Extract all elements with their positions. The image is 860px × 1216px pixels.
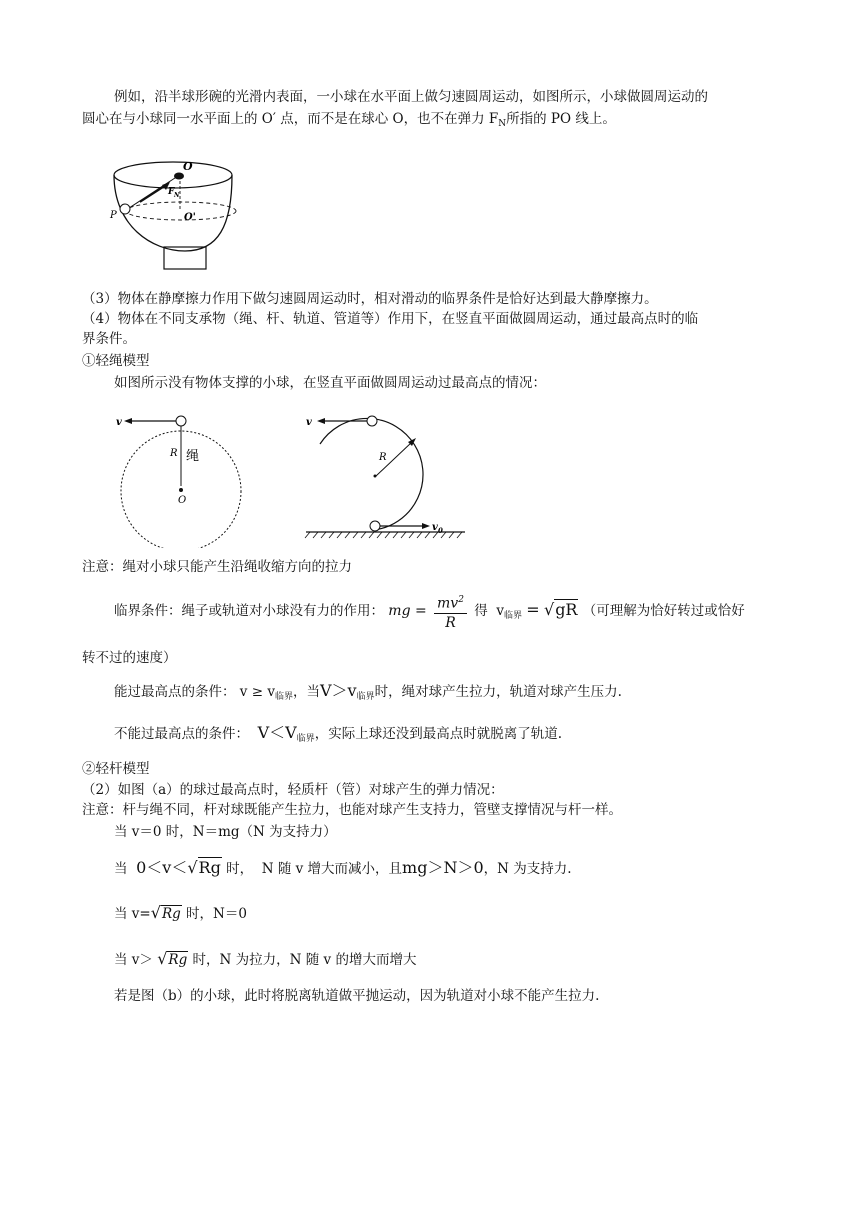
sqrt-expression: √gR xyxy=(543,600,578,619)
label-o: O xyxy=(183,160,193,173)
label-f: F xyxy=(168,187,175,197)
ball-bottom xyxy=(370,521,380,531)
text-span: v ≥ v xyxy=(239,684,275,700)
text-span: ，实际上球还没到最高点时就脱离了轨道. xyxy=(314,726,563,742)
note-rope: 注意：绳对小球只能产生沿绳收缩方向的拉力 xyxy=(82,559,352,575)
bowl-rim xyxy=(114,162,232,188)
text-span: mg＞N＞0 xyxy=(402,858,484,877)
text-span: 能过最高点的条件： xyxy=(114,684,236,700)
text-span: 时，N＝0 xyxy=(186,906,247,922)
text-span: ，当 xyxy=(292,684,320,700)
label-r: R xyxy=(379,452,387,463)
item-2: （2）如图（a）的球过最高点时，轻质杆（管）对球产生的弹力情况： xyxy=(82,782,504,798)
text-span: N 随 v 增大而减小，且 xyxy=(261,861,403,877)
text-span: V＞v xyxy=(319,681,357,700)
item-3: （3）物体在静摩擦力作用下做匀速圆周运动时，相对滑动的临界条件是恰好达到最大静摩擦力。 xyxy=(82,291,658,307)
label-v0: v xyxy=(432,522,438,533)
label-o-prime: O' xyxy=(184,212,196,223)
superscript: 2 xyxy=(458,595,464,606)
radicand: Rg xyxy=(161,906,181,922)
sqrt-expression: √Rg xyxy=(187,858,221,877)
center-point xyxy=(174,173,184,180)
subscript: N xyxy=(498,119,507,129)
label-r: R xyxy=(170,448,178,459)
center-dot xyxy=(374,475,377,478)
track-arc xyxy=(320,418,423,530)
arrow-head xyxy=(422,523,430,529)
case-3 xyxy=(114,903,247,924)
sqrt-expression: √Rg xyxy=(157,949,188,968)
center-dot xyxy=(179,488,183,492)
note-rod: 注意：杆与绳不同，杆对球既能产生拉力，也能对球产生支持力，管壁支撑情况与杆一样。 xyxy=(82,802,622,818)
radicand: Rg xyxy=(168,952,188,968)
text-span: 得 xyxy=(474,603,488,619)
critical-condition-tail: 转不过的速度） xyxy=(82,650,177,666)
text-span: V＜V xyxy=(257,723,297,742)
fraction xyxy=(434,591,467,632)
label-p: P xyxy=(110,210,117,221)
text-span: 当 xyxy=(114,861,128,877)
model2-heading: ②轻杆模型 xyxy=(82,761,150,777)
ball xyxy=(120,204,130,214)
radicand: Rg xyxy=(198,858,221,877)
bowl-figure xyxy=(108,148,238,272)
paragraph-line: 例如，沿半球形碗的光滑内表面，一小球在水平面上做匀速圆周运动，如图所示，小球做圆周运动的 xyxy=(114,89,708,105)
label-v: v xyxy=(116,417,122,428)
item-4-line: （4）物体在不同支承物（绳、杆、轨道、管道等）作用下，在竖直平面做圆周运动，通过最高点时的临 xyxy=(82,311,699,327)
sqrt-expression: √Rg xyxy=(150,903,181,922)
text-span: 时， xyxy=(226,861,254,877)
radicand: gR xyxy=(555,600,578,619)
text-span: 时，N 为拉力，N 随 v 的增大而增大 xyxy=(192,952,417,968)
paragraph-line xyxy=(82,109,616,134)
item-4-line: 界条件。 xyxy=(82,331,136,347)
case-2 xyxy=(114,858,572,879)
case-4 xyxy=(114,949,416,970)
track-figure xyxy=(300,408,475,548)
can-pass-line xyxy=(114,681,622,707)
text-span: ，N 为支持力. xyxy=(483,861,572,877)
label-v0-sub: 0 xyxy=(438,526,443,535)
arrow-head xyxy=(124,418,132,424)
critical-condition-line xyxy=(114,590,745,630)
subscript: 临界 xyxy=(356,692,375,702)
text-span: 不能过最高点的条件： xyxy=(114,726,249,742)
label-rope: 绳 xyxy=(186,449,200,464)
subscript: 临界 xyxy=(274,692,293,702)
text-span: （可理解为恰好转过或恰好 xyxy=(582,603,745,619)
label-o: O xyxy=(178,495,187,506)
denominator: R xyxy=(445,614,456,631)
text-span: 所指的 PO 线上。 xyxy=(506,111,616,127)
subscript: 临界 xyxy=(296,734,315,744)
model1-heading: ①轻绳模型 xyxy=(82,353,150,369)
label-fn-sub: N xyxy=(174,192,180,199)
text-span: = xyxy=(526,600,540,619)
math-mg: mg = xyxy=(388,603,427,619)
label-v: v xyxy=(306,417,312,428)
ball xyxy=(176,416,186,426)
text-span: 0＜v＜ xyxy=(136,858,188,877)
numerator xyxy=(434,591,467,614)
cannot-pass-line xyxy=(114,723,562,749)
ball-top xyxy=(367,416,377,426)
orbit-plane xyxy=(126,202,236,220)
case-1: 当 v＝0 时，N＝mg（N 为支持力） xyxy=(114,824,337,840)
last-paragraph: 若是图（b）的小球，此时将脱离轨道做平抛运动，因为轨道对小球不能产生拉力. xyxy=(114,988,600,1004)
rope-circle-figure xyxy=(108,408,258,548)
text-span: 当 v＞ xyxy=(114,952,153,968)
text-span: 临界条件：绳子或轨道对小球没有力的作用： xyxy=(114,603,384,619)
text-span: 当 v= xyxy=(114,906,151,922)
arrow-head xyxy=(317,418,325,424)
text-span: 圆心在与小球同一水平面上的 O′ 点，而不是在球心 O，也不在弹力 F xyxy=(82,111,499,127)
subscript: 临界 xyxy=(503,611,522,621)
num-text: mv xyxy=(437,595,459,612)
text-span: 时，绳对球产生拉力，轨道对球产生压力. xyxy=(374,684,622,700)
bowl-stand xyxy=(164,247,206,269)
text-span: v xyxy=(496,603,504,619)
model1-description: 如图所示没有物体支撑的小球，在竖直平面做圆周运动过最高点的情况： xyxy=(114,375,546,391)
